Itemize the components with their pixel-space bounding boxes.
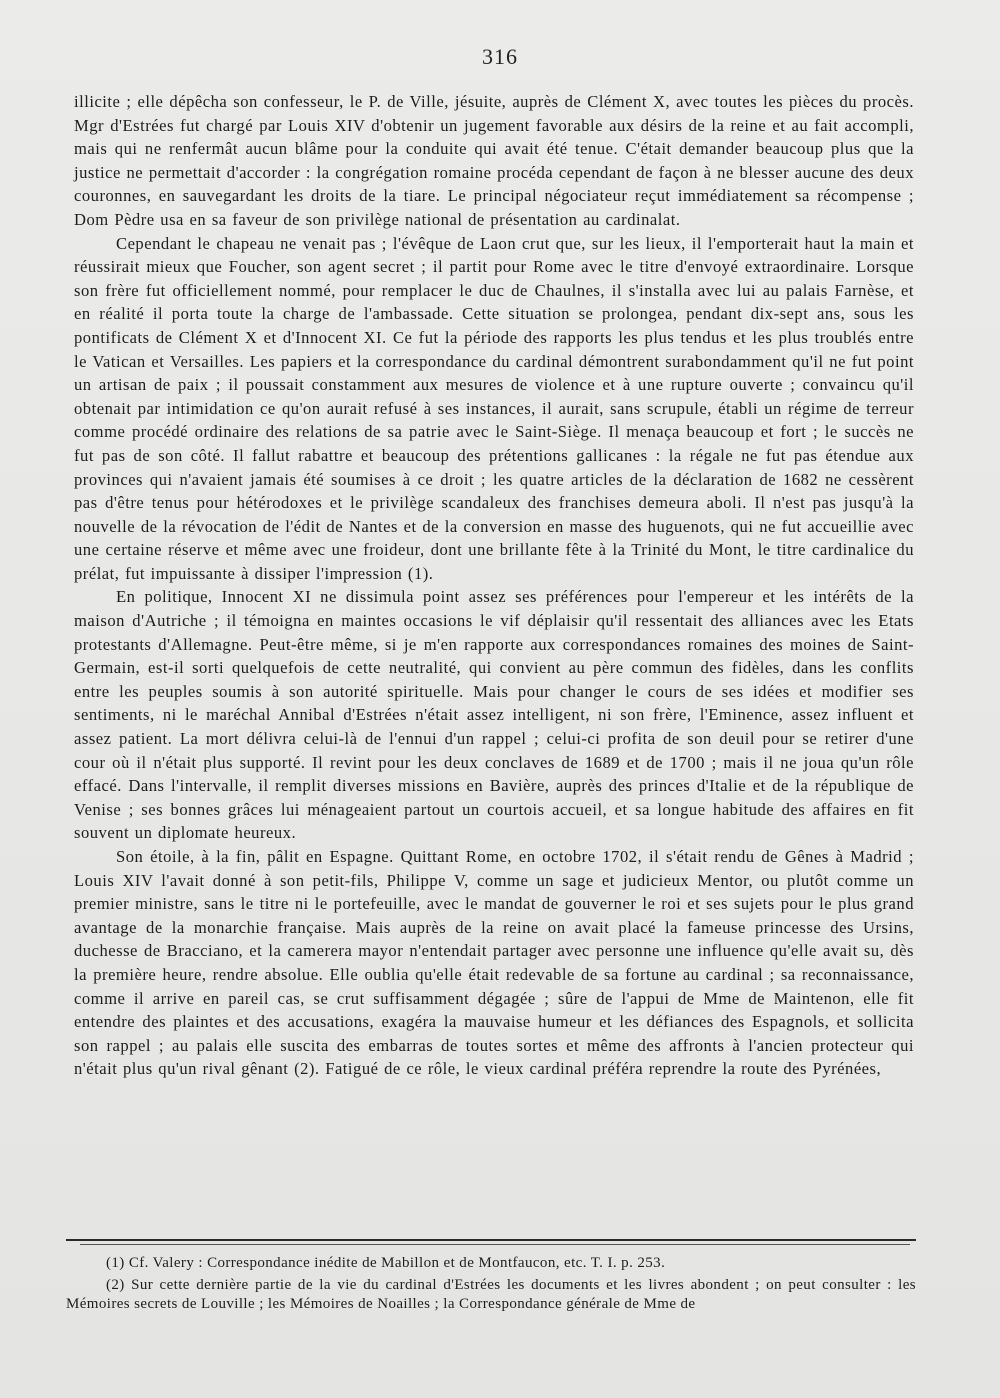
footnote-separator-rule bbox=[66, 1239, 916, 1241]
page-number: 316 bbox=[482, 44, 518, 69]
footnote-1: (1) Cf. Valery : Correspondance inédite de Mabillon et de Montfaucon, etc. T. I. p. 253. bbox=[106, 1255, 666, 1271]
footnote-separator-thin-rule bbox=[80, 1244, 910, 1245]
paragraph-2: Cependant le chapeau ne venait pas ; l'évêque de Laon crut que, sur les lieux, il l'emporterait haut la main et réussirait mieux que Foucher, son agent secret ; il partit pour Rome avec le titre d'envoyé extraordinaire. Lorsque son frère fut officiellement nommé, pour remplacer le duc de Chaulnes, il s'installa avec lui au palais Farnèse, et en réalité il porta toute la charge de l'ambassade. Cette situation se prolongea, pendant dix-sept ans, sous les pontificats de Clément X et d'Innocent XI. Ce fut la période des rapports les plus tendus et les plus troublés entre le Vatican et Versailles. Les papiers et la correspondance du cardinal démontrent surabondamment qu'il ne fut point un artisan de paix ; il poussait constamment aux mesures de violence et à une rupture ouverte ; convaincu qu'il obtenait par intimidation ce qu'on aurait refusé à ses instances, il aurait, sans scrupule, établi un régime de terreur comme procédé ordinaire des relations de sa patrie avec le Saint-Siège. Il menaça beaucoup et fort ; le succès ne fut pas de son côté. Il fallut rabattre et beaucoup des prétentions gallicanes : la régale ne fut pas étendue aux provinces qui n'avaient jamais été soumises à ce droit ; les quatre articles de la déclaration de 1682 ne cessèrent pas d'être tenus pour hétérodoxes et le privilège scandaleux des franchises demeura aboli. Il n'est pas jusqu'à la nouvelle de la révocation de l'édit de Nantes et de la conversion en masse des huguenots, qui ne fut accueillie avec une certaine réserve et même avec une froideur, dont une brillante fête à la Trinité du Mont, le titre cardinalice du prélat, fut impuissante à dissiper l'impression (1). bbox=[74, 233, 914, 583]
footnote-2: (2) Sur cette dernière partie de la vie du cardinal d'Estrées les documents et les livres abondent ; on peut consulter : les Mémoires secrets de Louville ; les Mémoires de Noailles ; la Correspondance générale de Mme de bbox=[66, 1277, 916, 1312]
paragraph-1: illicite ; elle dépêcha son confesseur, le P. de Ville, jésuite, auprès de Clément X, avec toutes les pièces du procès. Mgr d'Estrées fut chargé par Louis XIV d'obtenir un jugement favorable aux désirs de la reine et au fait accompli, mais qui ne renfermât aucun blâme pour la conduite qui avait été tenue. C'était demander beaucoup plus que la justice ne permettait d'accorder : la congrégation romaine procéda cependant de façon à ne blesser aucune des deux couronnes, en sauvegardant les droits de la tiare. Le principal négociateur reçut immédiatement sa récompense ; Dom Pèdre usa en sa faveur de son privilège national de présentation au cardinalat. bbox=[74, 92, 914, 229]
paragraph-3: En politique, Innocent XI ne dissimula point assez ses préférences pour l'empereur et les intérêts de la maison d'Autriche ; il témoigna en maintes occasions le vif déplaisir qu'il ressentait des alliances avec les Etats protestants d'Allemagne. Peut-être même, si je m'en rapporte aux correspondances romaines des moines de Saint-Germain, est-il sorti quelquefois de cette neutralité, qui convient au père commun des fidèles, dans les conflits entre les peuples soumis à son autorité spirituelle. Mais pour changer le cours de ses idées et modifier ses sentiments, ni le maréchal Annibal d'Estrées n'était assez intelligent, ni son frère, l'Eminence, assez influent et assez patient. La mort délivra celui-là de l'ennui d'un rappel ; celui-ci profita de son deuil pour se retirer d'une cour où il n'était plus supporté. Il revint pour les deux conclaves de 1689 et de 1700 ; mais il ne joua qu'un rôle effacé. Dans l'intervalle, il remplit diverses missions en Bavière, auprès des princes d'Italie et de la république de Venise ; ses bonnes grâces lui ménageaient partout un courtois accueil, et sa longue habitude des affaires en fit souvent un diplomate heureux. bbox=[74, 587, 914, 843]
paragraph-4: Son étoile, à la fin, pâlit en Espagne. Quittant Rome, en octobre 1702, il s'était rendu de Gênes à Madrid ; Louis XIV l'avait donné à son petit-fils, Philippe V, comme un sage et judicieux Mentor, ou plutôt comme un premier ministre, sans le titre ni le portefeuille, avec le mandat de gouverner le roi et ses sujets pour le plus grand avantage de la monarchie française. Mais auprès de la reine on avait placé la fameuse princesse des Ursins, duchesse de Bracciano, et la camerera mayor n'entendait partager avec personne une influence qu'elle avait su, dès la première heure, rendre absolue. Elle oublia qu'elle était redevable de sa fortune au cardinal ; sa reconnaissance, comme il arrive en pareil cas, se crut suffisamment dégagée ; sûre de l'appui de Mme de Maintenon, elle fit entendre des plaintes et des accusations, exagéra la mauvaise humeur et les défiances des Espagnols, et sollicita son rappel ; au palais elle suscita des embarras de toutes sortes et même des affronts à l'ancien protecteur qui n'était plus qu'un rival gênant (2). Fatigué de ce rôle, le vieux cardinal préféra reprendre la route des Pyrénées, bbox=[74, 847, 914, 1079]
footnotes bbox=[66, 1254, 916, 1314]
body-text bbox=[74, 90, 914, 1081]
